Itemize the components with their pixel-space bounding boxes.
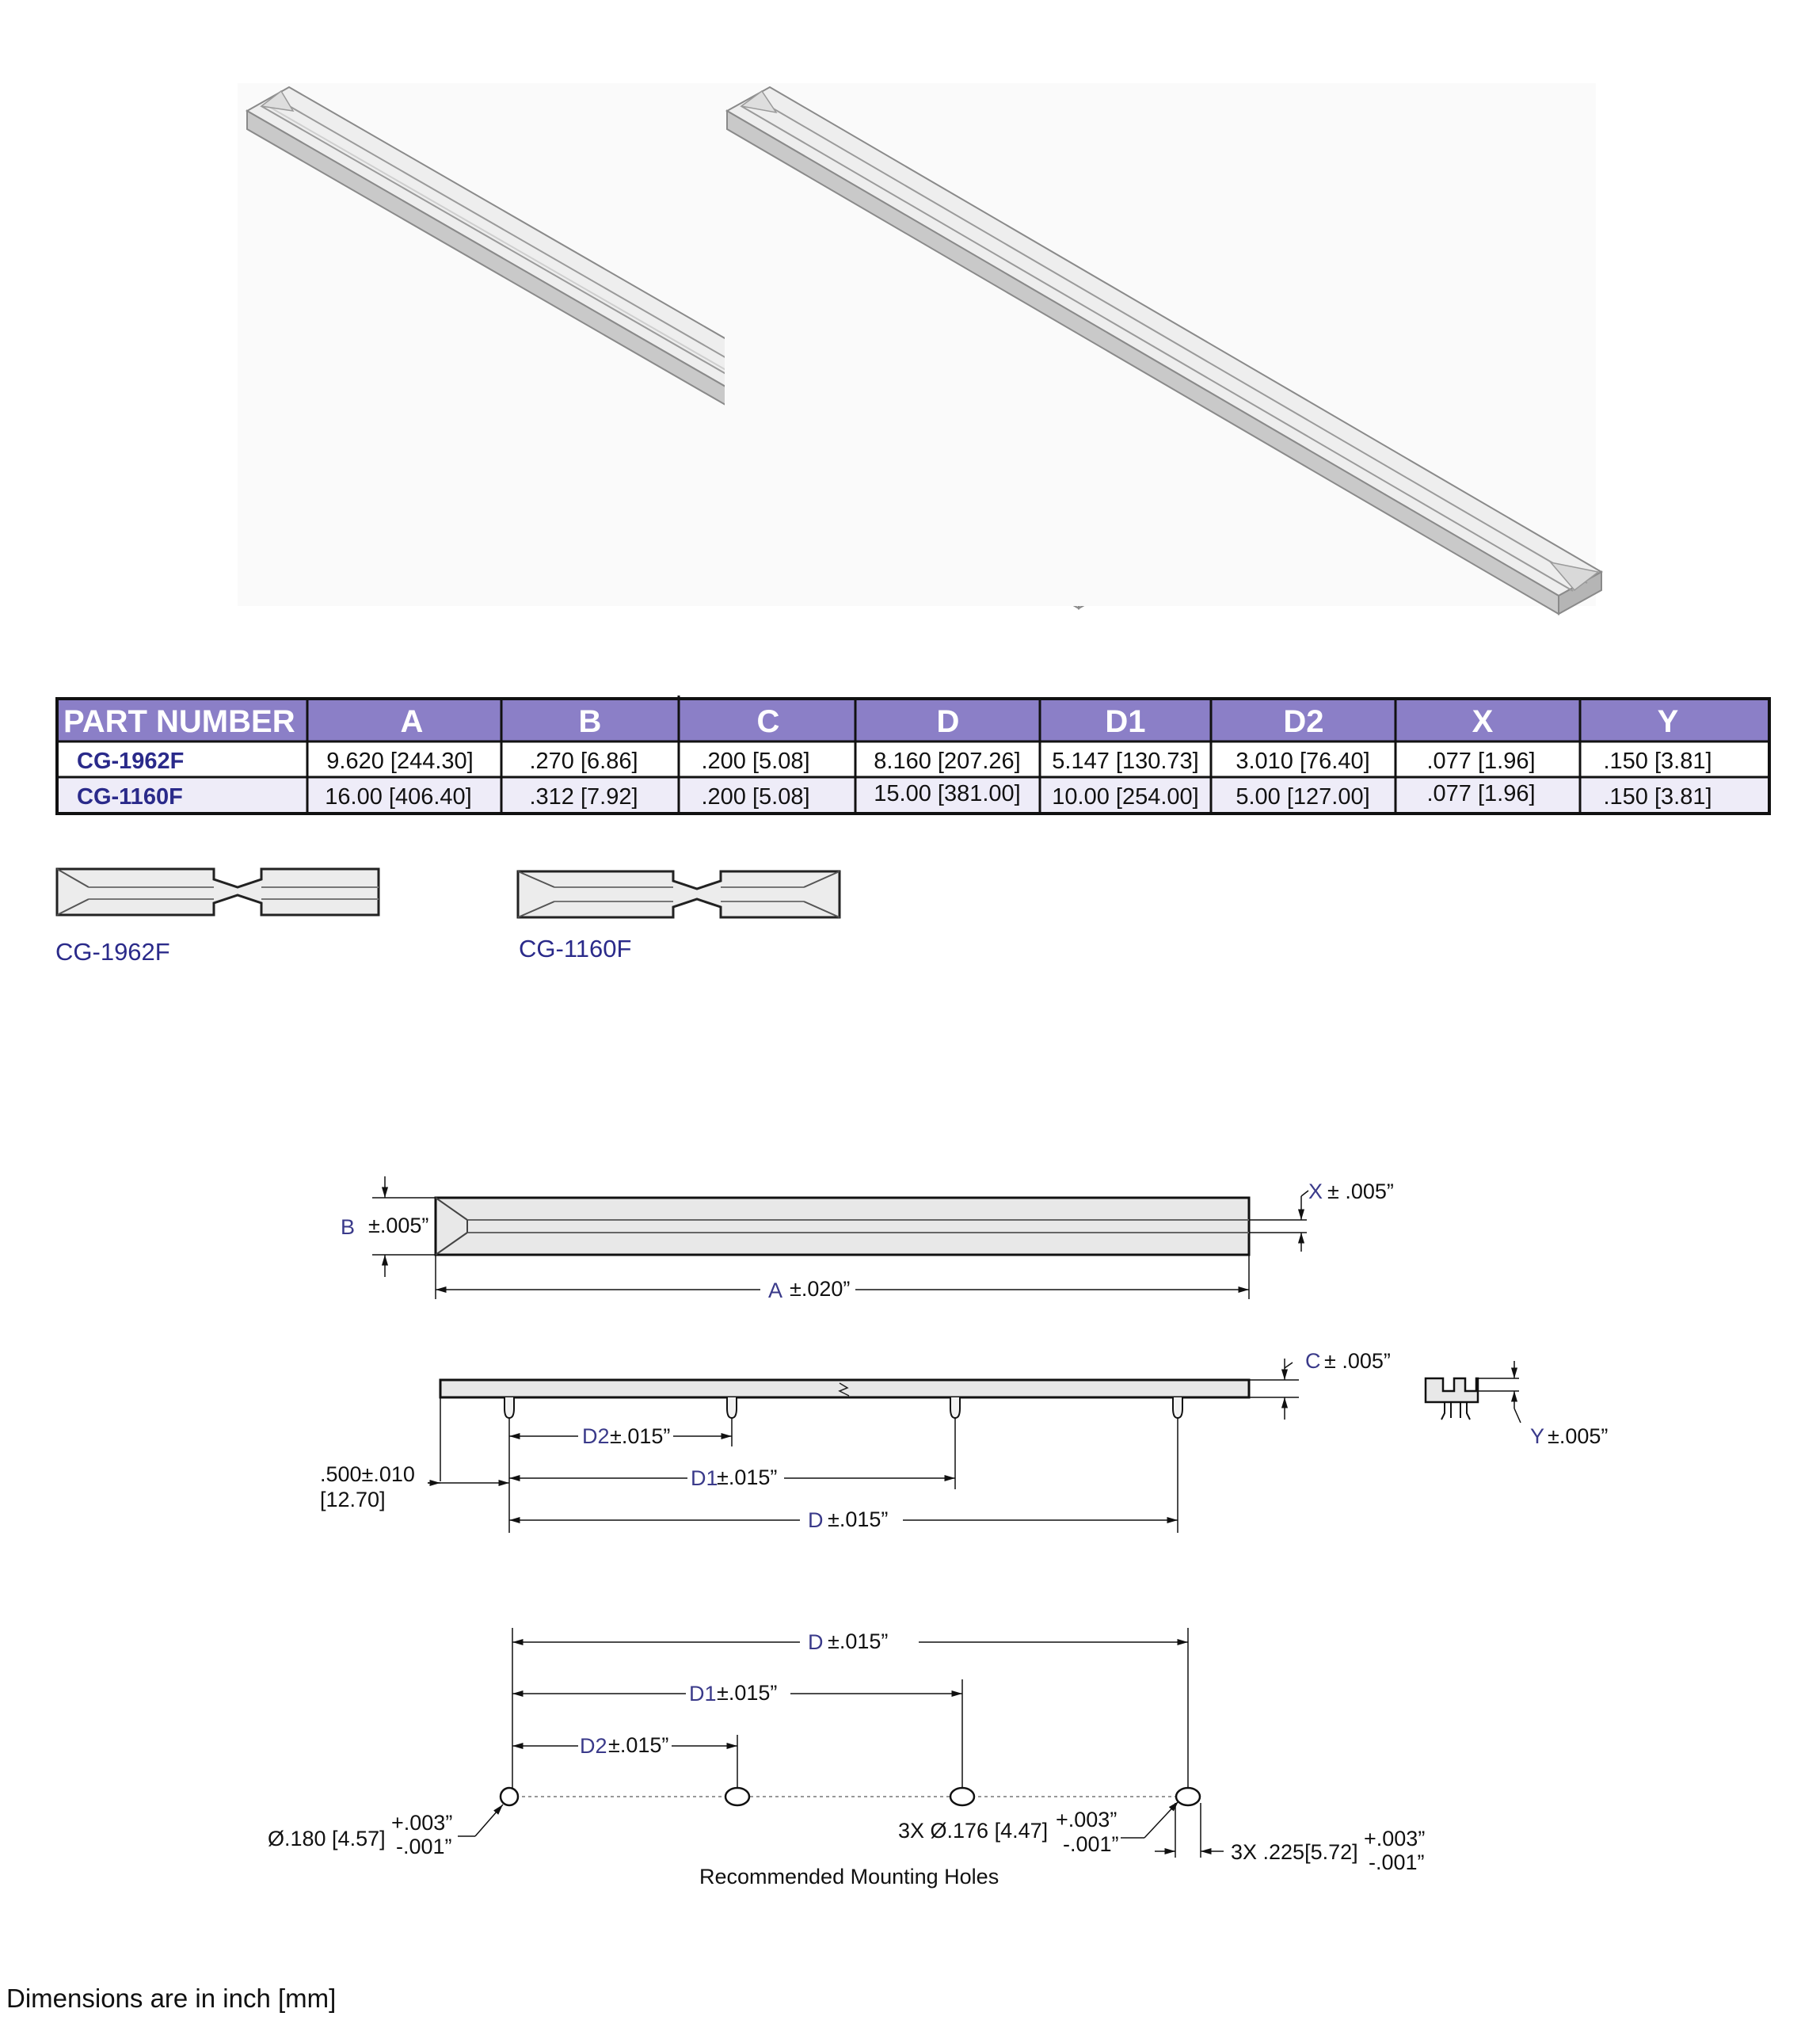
header-part-number: PART NUMBER — [63, 704, 295, 739]
header-c: C — [756, 704, 780, 739]
hole3-tol-minus: -.001” — [1063, 1832, 1119, 1856]
holes-d1-label: D1 — [689, 1682, 717, 1706]
hole1-tol-minus: -.001” — [396, 1835, 452, 1858]
side-c-tolerance: ± .005” — [1324, 1349, 1391, 1373]
part-number-table — [57, 696, 1769, 814]
side-offset-value: .500±.010 — [320, 1462, 415, 1486]
side-view — [320, 1349, 1608, 1533]
header-b: B — [578, 704, 602, 739]
holes-d-label: D — [808, 1630, 824, 1654]
side-d2-tolerance: ±.015” — [610, 1424, 671, 1448]
hole1-size: Ø.180 [4.57] — [268, 1827, 386, 1850]
mounting-holes-view — [268, 1628, 1425, 1889]
header-x: X — [1472, 704, 1494, 739]
header-d: D — [936, 704, 960, 739]
holes-d2-label: D2 — [580, 1734, 607, 1758]
side-y-label: Y — [1530, 1424, 1545, 1448]
row2-d: 15.00 [381.00] — [874, 781, 1021, 806]
row1-b: .270 [6.86] — [529, 749, 638, 774]
holes-d2-tolerance: ±.015” — [608, 1733, 669, 1757]
side-d1-tolerance: ±.015” — [717, 1465, 778, 1489]
holes-d-tolerance: ±.015” — [828, 1629, 889, 1653]
row1-d2: 3.010 [76.40] — [1236, 749, 1370, 774]
hole3-tol-plus: +.003” — [1056, 1808, 1118, 1831]
side-y-tolerance: ±.005” — [1548, 1424, 1609, 1448]
row1-part-number: CG-1962F — [77, 749, 185, 774]
side-offset-mm: [12.70] — [320, 1488, 386, 1511]
row2-d1: 10.00 [254.00] — [1052, 784, 1199, 810]
row1-d1: 5.147 [130.73] — [1052, 749, 1199, 774]
top-b-tolerance: ±.005” — [368, 1214, 429, 1237]
row1-y: .150 [3.81] — [1603, 749, 1712, 774]
row2-y: .150 [3.81] — [1603, 784, 1712, 810]
mounting-hole-3 — [950, 1788, 974, 1805]
header-a: A — [400, 704, 424, 739]
side-d1-label: D1 — [691, 1466, 718, 1490]
row2-a: 16.00 [406.40] — [325, 784, 472, 810]
top-b-label: B — [341, 1215, 356, 1239]
side-pin-3 — [950, 1397, 960, 1418]
holes-d1-tolerance: ±.015” — [717, 1681, 778, 1705]
thumbnail-caption-cg-1160f: CG-1160F — [519, 935, 632, 962]
mounting-hole-4 — [1176, 1788, 1200, 1805]
top-a-tolerance: ±.020” — [790, 1277, 851, 1301]
slot-tol-minus: -.001” — [1369, 1850, 1425, 1874]
row1-x: .077 [1.96] — [1426, 749, 1536, 774]
mounting-hole-1 — [501, 1788, 518, 1805]
side-d-label: D — [808, 1508, 824, 1532]
row2-b: .312 [7.92] — [529, 784, 638, 810]
thumbnail-caption-cg-1962f: CG-1962F — [55, 938, 170, 966]
row1-a: 9.620 [244.30] — [326, 749, 474, 774]
slot-tol-plus: +.003” — [1364, 1827, 1426, 1850]
row2-d2: 5.00 [127.00] — [1236, 784, 1370, 810]
thumbnail-cg-1962f — [55, 869, 379, 966]
header-d2: D2 — [1283, 704, 1324, 739]
mounting-hole-2 — [725, 1788, 749, 1805]
side-pin-1 — [504, 1397, 514, 1418]
row1-d: 8.160 [207.26] — [874, 749, 1021, 774]
top-view — [341, 1176, 1394, 1302]
side-d2-label: D2 — [582, 1424, 610, 1448]
side-c-label: C — [1305, 1349, 1321, 1373]
row2-c: .200 [5.08] — [701, 784, 810, 810]
side-d-tolerance: ±.015” — [828, 1507, 889, 1531]
slot-size: 3X .225[5.72] — [1231, 1840, 1358, 1864]
header-d1: D1 — [1105, 704, 1146, 739]
top-x-tolerance: ± .005” — [1327, 1180, 1394, 1203]
top-x-label: X — [1308, 1180, 1323, 1203]
units-note: Dimensions are in inch [mm] — [6, 1984, 337, 2013]
top-a-label: A — [768, 1279, 783, 1302]
table-header-row — [57, 699, 1769, 741]
hole3-size: 3X Ø.176 [4.47] — [898, 1819, 1049, 1843]
row1-c: .200 [5.08] — [701, 749, 810, 774]
end-profile-view — [1426, 1378, 1478, 1420]
row2-x: .077 [1.96] — [1426, 781, 1536, 806]
header-y: Y — [1657, 704, 1679, 739]
row2-part-number: CG-1160F — [77, 784, 183, 810]
hole1-tol-plus: +.003” — [391, 1811, 453, 1835]
holes-caption: Recommended Mounting Holes — [699, 1865, 999, 1889]
thumbnail-cg-1160f — [518, 871, 840, 962]
side-pin-4 — [1173, 1397, 1182, 1418]
side-pin-2 — [727, 1397, 737, 1418]
iso-render-cg-1160f — [725, 83, 1601, 614]
